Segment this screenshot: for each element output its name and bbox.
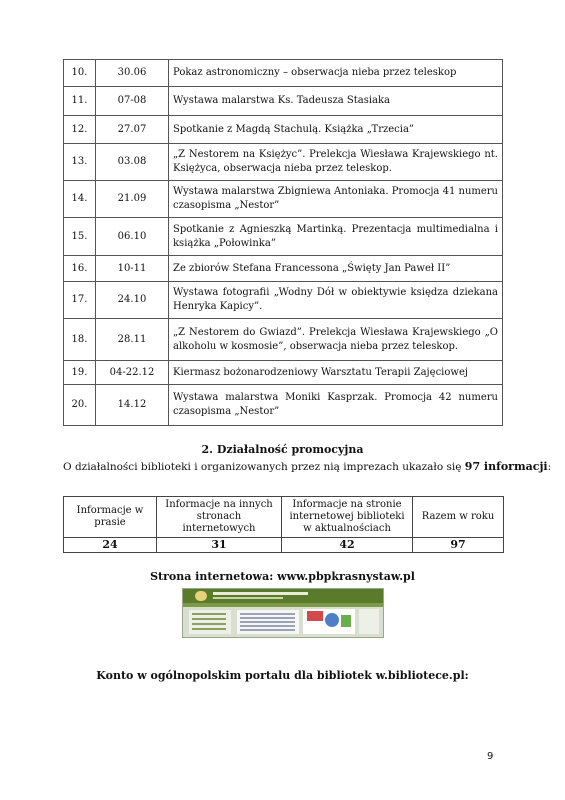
row-number: 14. bbox=[64, 181, 96, 218]
row-number: 16. bbox=[64, 256, 96, 282]
row-number: 15. bbox=[64, 218, 96, 256]
library-logo-icon bbox=[195, 591, 207, 601]
promo-value-other-sites: 31 bbox=[157, 538, 282, 553]
row-description: Ze zbiorów Stefana Francessona „Święty Jan Paweł II” bbox=[169, 256, 503, 282]
row-description: Spotkanie z Agnieszką Martinką. Prezentacja multimedialna i książka „Połowinka” bbox=[169, 218, 503, 256]
row-number: 10. bbox=[64, 60, 96, 87]
intro-text: O działalności biblioteki i organizowanych przez nią imprezach ukazało się bbox=[63, 461, 462, 473]
promo-header-press: Informacje w prasie bbox=[64, 497, 157, 538]
row-date: 24.10 bbox=[96, 282, 169, 319]
table-row bbox=[64, 60, 503, 87]
portal-heading: Konto w ogólnopolskim portalu dla bibliotek w.bibliotece.pl: bbox=[96, 669, 469, 682]
promo-header-other-sites: Informacje na innych stronach internetowych bbox=[157, 497, 282, 538]
row-number: 18. bbox=[64, 319, 96, 361]
row-date: 30.06 bbox=[96, 60, 169, 87]
table-row bbox=[64, 319, 503, 361]
promo-value-library-site: 42 bbox=[282, 538, 413, 553]
table-row bbox=[64, 87, 503, 116]
promo-table bbox=[63, 496, 504, 553]
row-date: 04-22.12 bbox=[96, 361, 169, 385]
row-number: 11. bbox=[64, 87, 96, 116]
row-date: 10-11 bbox=[96, 256, 169, 282]
section-intro bbox=[63, 460, 552, 473]
row-date: 28.11 bbox=[96, 319, 169, 361]
row-description: Wystawa malarstwa Ks. Tadeusza Stasiaka bbox=[169, 87, 503, 116]
promo-value-row bbox=[64, 538, 504, 553]
promo-value-press: 24 bbox=[64, 538, 157, 553]
row-number: 12. bbox=[64, 116, 96, 144]
row-date: 14.12 bbox=[96, 385, 169, 426]
row-number: 20. bbox=[64, 385, 96, 426]
promo-value-total: 97 bbox=[413, 538, 504, 553]
section-title: 2. Działalność promocyjna bbox=[201, 443, 364, 456]
row-date: 03.08 bbox=[96, 144, 169, 181]
row-date: 27.07 bbox=[96, 116, 169, 144]
row-number: 13. bbox=[64, 144, 96, 181]
table-row bbox=[64, 218, 503, 256]
table-row bbox=[64, 361, 503, 385]
row-description: Spotkanie z Magdą Stachulą. Książka „Trzecia” bbox=[169, 116, 503, 144]
row-description: Pokaz astronomiczny – obserwacja nieba przez teleskop bbox=[169, 60, 503, 87]
table-row bbox=[64, 256, 503, 282]
intro-end: : bbox=[547, 461, 552, 473]
row-date: 06.10 bbox=[96, 218, 169, 256]
row-description: Wystawa fotografii „Wodny Dół w obiektywie księdza dziekana Henryka Kapicy”. bbox=[169, 282, 503, 319]
promo-header-row bbox=[64, 497, 504, 538]
promo-header-library-site: Informacje na stronie internetowej biblioteki w aktualnościach bbox=[282, 497, 413, 538]
table-row bbox=[64, 282, 503, 319]
row-date: 07-08 bbox=[96, 87, 169, 116]
row-description: Wystawa malarstwa Moniki Kasprzak. Promocja 42 numeru czasopisma „Nestor” bbox=[169, 385, 503, 426]
table-row bbox=[64, 144, 503, 181]
website-heading: Strona internetowa: www.pbpkrasnystaw.pl bbox=[150, 570, 415, 583]
table-row bbox=[64, 385, 503, 426]
row-description: „Z Nestorem na Księżyc”. Prelekcja Wiesława Krajewskiego nt. Księżyca, obserwacja nieba przez teleskop. bbox=[169, 144, 503, 181]
table-row bbox=[64, 181, 503, 218]
row-description: Wystawa malarstwa Zbigniewa Antoniaka. Promocja 41 numeru czasopisma „Nestor” bbox=[169, 181, 503, 218]
row-date: 21.09 bbox=[96, 181, 169, 218]
row-description: Kiermasz bożonarodzeniowy Warsztatu Terapii Zajęciowej bbox=[169, 361, 503, 385]
intro-count: 97 informacji bbox=[464, 460, 548, 473]
events-table bbox=[63, 59, 503, 426]
page-number: 9 bbox=[487, 751, 494, 762]
row-description: „Z Nestorem do Gwiazd”. Prelekcja Wiesława Krajewskiego „O alkoholu w kosmosie”, obserwacja nieba przez teleskop. bbox=[169, 319, 503, 361]
row-number: 17. bbox=[64, 282, 96, 319]
row-number: 19. bbox=[64, 361, 96, 385]
events-table-body bbox=[64, 60, 503, 426]
table-row bbox=[64, 116, 503, 144]
promo-header-total: Razem w roku bbox=[413, 497, 504, 538]
website-screenshot bbox=[182, 588, 384, 638]
